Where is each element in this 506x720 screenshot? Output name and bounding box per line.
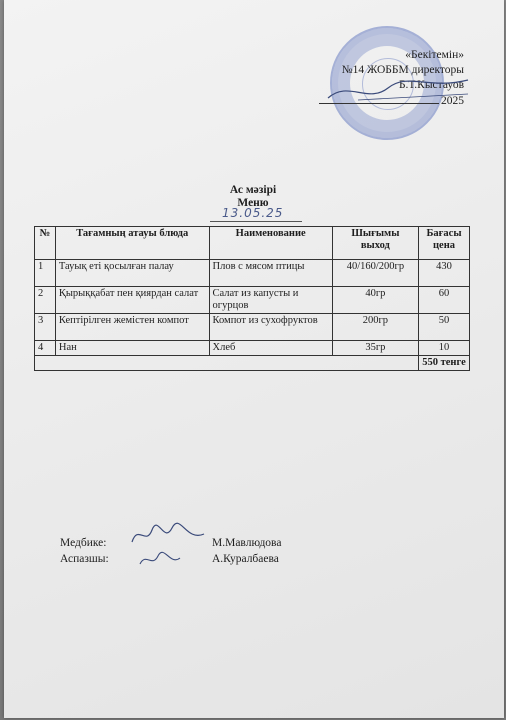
cell-num: 2	[35, 287, 56, 314]
director-signature-icon	[318, 60, 488, 110]
cell-dish-kz: Кептірілген жемістен компот	[55, 314, 209, 341]
cell-price: 50	[418, 314, 469, 341]
cook-signature-icon	[136, 548, 186, 572]
cell-num: 1	[35, 260, 56, 287]
cell-price: 430	[418, 260, 469, 287]
signature-labels	[60, 535, 109, 567]
approval-position: №14 ЖОББМ директоры	[341, 64, 464, 76]
cell-output: 200гр	[332, 314, 418, 341]
table-total-row	[35, 356, 470, 371]
menu-title-ru: Меню	[237, 197, 269, 209]
cell-output: 35гр	[332, 341, 418, 356]
date-underline	[210, 221, 302, 222]
nurse-label: Медбике:	[60, 537, 107, 549]
cell-dish-kz: Тауық еті қосылған палау	[55, 260, 209, 287]
approval-director-name: Б.Т.Кыстауов	[398, 79, 464, 91]
nurse-name: М.Мавлюдова	[212, 537, 282, 549]
cell-output: 40/160/200гр	[332, 260, 418, 287]
approval-year: 2025	[441, 95, 464, 107]
cell-output: 40гр	[332, 287, 418, 314]
signature-names	[212, 535, 281, 567]
total-spacer	[35, 356, 419, 371]
header-dish-kz: Тағамның атауы блюда	[55, 227, 209, 260]
cell-dish-ru: Салат из капусты и огурцов	[209, 287, 332, 314]
header-num: №	[35, 227, 56, 260]
table-row	[35, 287, 470, 314]
cell-dish-ru: Хлеб	[209, 341, 332, 356]
cook-label: Аспазшы:	[60, 553, 109, 565]
table-row	[35, 314, 470, 341]
cell-price: 10	[418, 341, 469, 356]
cook-name: А.Куралбаева	[212, 553, 279, 565]
header-dish-ru: Наименование	[209, 227, 332, 260]
header-output: Шығымы выход	[332, 227, 418, 260]
cell-dish-kz: Нан	[55, 341, 209, 356]
cell-total: 550 тенге	[418, 356, 469, 371]
header-price: Бағасы цена	[418, 227, 469, 260]
menu-title-kz: Ас мәзірі	[229, 184, 277, 196]
table-row	[35, 341, 470, 356]
table-row	[35, 260, 470, 287]
cell-num: 3	[35, 314, 56, 341]
cell-price: 60	[418, 287, 469, 314]
menu-date: 13.05.25	[222, 206, 284, 220]
cell-dish-ru: Компот из сухофруктов	[209, 314, 332, 341]
cell-num: 4	[35, 341, 56, 356]
cell-dish-kz: Қырыққабат пен қиярдан салат	[55, 287, 209, 314]
table-header-row	[35, 227, 470, 260]
approval-title: «Бекітемін»	[405, 49, 464, 61]
menu-table	[34, 226, 470, 371]
cell-dish-ru: Плов с мясом птицы	[209, 260, 332, 287]
